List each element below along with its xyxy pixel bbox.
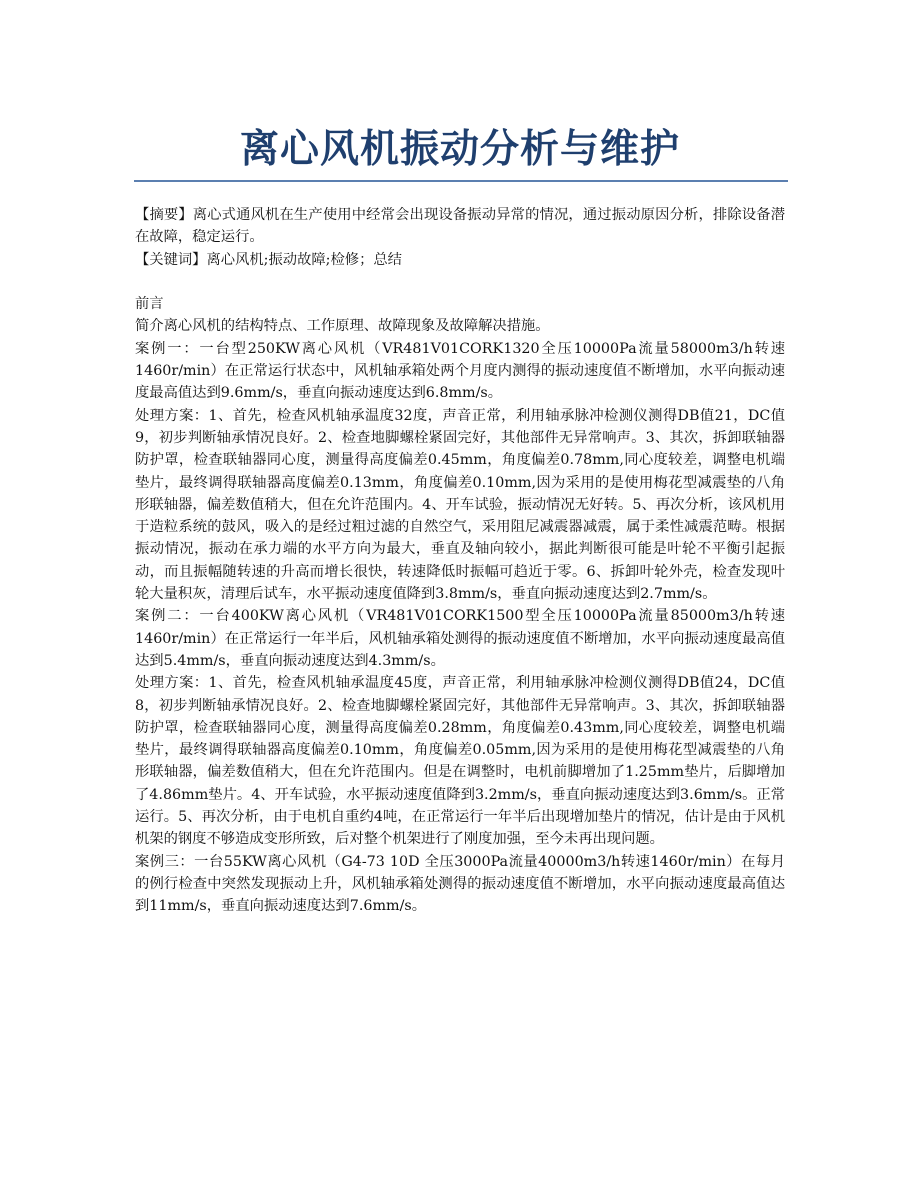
title-divider [134, 180, 788, 182]
intro-paragraph: 简介离心风机的结构特点、工作原理、故障现象及故障解决措施。 [135, 318, 550, 335]
preface-heading: 前言 [135, 296, 164, 313]
document-body [135, 204, 785, 918]
case2-paragraph: 案例二：一台400KW离心风机（VR481V01CORK1500型全压10000Pa流量85000m3/h转速1460r/min）在正常运行一年半后，风机轴承箱处测得的振动速度值不断增加，水平向振动速度最高值达到5.4mm/s，垂直向振动速度达到4.3mm/s。 [135, 608, 785, 669]
case1-solution-paragraph: 处理方案：1、首先，检查风机轴承温度32度，声音正常，利用轴承脉冲检测仪测得DB值21，DC值9，初步判断轴承情况良好。2、检查地脚螺栓紧固完好，其他部件无异常响声。3、其次，拆卸联轴器防护罩，检查联轴器同心度，测量得高度偏差0.45mm，角度偏差0.78mm,同心度较差，调整电机端垫片，最终调得联轴器高度偏差0.13mm，角度偏差0.10mm,因为采用的是使用梅花型减震垫的八角形联轴器，偏差数值稍大，但在允许范围内。4、开车试验，振动情况无好转。5、再次分析，该风机用于造粒系统的鼓风，吸入的是经过粗过滤的自然空气，采用阻尼减震器减震，属于柔性减震范畴。根据振动情况，振动在承力端的水平方向为最大，垂直及轴向较小，据此判断很可能是叶轮不平衡引起振动，而且振幅随转速的升高而增长很快，转速降低时振幅可趋近于零。6、拆卸叶轮外壳，检查发现叶轮大量积灰，清理后试车，水平振动速度值降到3.8mm/s，垂直向振动速度达到2.7mm/s。 [135, 407, 785, 603]
case3-paragraph: 案例三：一台55KW离心风机（G4-73 10D 全压3000Pa流量40000m3/h转速1460r/min）在每月的例行检查中突然发现振动上升，风机轴承箱处测得的振动速度值不断增加，水平向振动速度最高值达到11mm/s，垂直向振动速度达到7.6mm/s。 [135, 853, 785, 915]
paragraph-gap [135, 271, 785, 293]
abstract-paragraph: 【摘要】离心式通风机在生产使用中经常会出现设备振动异常的情况，通过振动原因分析，排除设备潜在故障，稳定运行。 [135, 207, 785, 246]
document-title: 离心风机振动分析与维护 [239, 127, 680, 172]
case1-paragraph: 案例一：一台型250KW离心风机（VR481V01CORK1320全压10000Pa流量58000m3/h转速1460r/min）在正常运行状态中，风机轴承箱处两个月度内测得的振动速度值不断增加，水平向振动速度最高值达到9.6mm/s，垂直向振动速度达到6.8mm/s。 [135, 340, 785, 402]
keywords-paragraph: 【关键词】离心风机;振动故障;检修；总结 [135, 251, 402, 268]
case2-solution-paragraph: 处理方案：1、首先，检查风机轴承温度45度，声音正常，利用轴承脉冲检测仪测得DB值24，DC值8，初步判断轴承情况良好。2、检查地脚螺栓紧固完好，其他部件无异常响声。3、其次，拆卸联轴器防护罩，检查联轴器同心度，测量得高度偏差0.28mm，角度偏差0.43mm,同心度较差，调整电机端垫片，最终调得联轴器高度偏差0.10mm，角度偏差0.05mm,因为采用的是使用梅花型减震垫的八角形联轴器，偏差数值稍大，但在允许范围内。但是在调整时，电机前脚增加了1.25mm垫片，后脚增加了4.86mm垫片。4、开车试验，水平振动速度值降到3.2mm/s，垂直向振动速度达到3.6mm/s。正常运行。5、再次分析，由于电机自重约4吨，在正常运行一年半后出现增加垫片的情况，估计是由于风机机架的钢度不够造成变形所致，后对整个机架进行了刚度加强，至今未再出现问题。 [135, 675, 785, 848]
